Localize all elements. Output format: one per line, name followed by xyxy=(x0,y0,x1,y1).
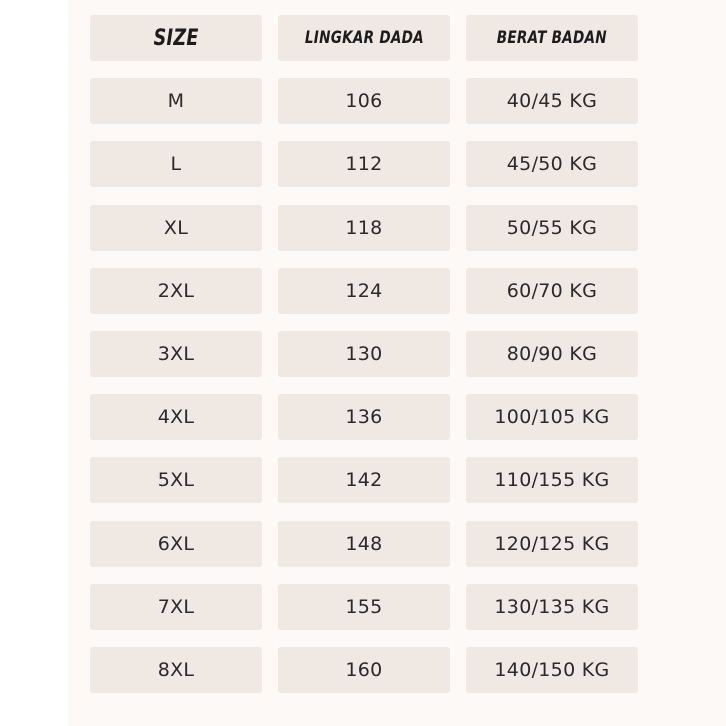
header-berat-badan: BERAT BADAN xyxy=(466,15,638,61)
cell-berat-badan: 120/125 KG xyxy=(466,521,638,567)
cell-size: 4XL xyxy=(90,394,262,440)
cell-lingkar-dada: 160 xyxy=(278,647,450,693)
cell-size: 8XL xyxy=(90,647,262,693)
cell-size: 2XL xyxy=(90,268,262,314)
cell-lingkar-dada: 124 xyxy=(278,268,450,314)
cell-lingkar-dada: 136 xyxy=(278,394,450,440)
cell-size: 3XL xyxy=(90,331,262,377)
cell-lingkar-dada: 106 xyxy=(278,78,450,124)
cell-size: 5XL xyxy=(90,457,262,503)
cell-berat-badan: 50/55 KG xyxy=(466,205,638,251)
cell-berat-badan: 100/105 KG xyxy=(466,394,638,440)
cell-berat-badan: 60/70 KG xyxy=(466,268,638,314)
cell-size: L xyxy=(90,141,262,187)
cell-size: 6XL xyxy=(90,521,262,567)
cell-berat-badan: 140/150 KG xyxy=(466,647,638,693)
cell-lingkar-dada: 148 xyxy=(278,521,450,567)
cell-berat-badan: 110/155 KG xyxy=(466,457,638,503)
size-chart-table xyxy=(90,15,638,693)
cell-size: M xyxy=(90,78,262,124)
cell-berat-badan: 40/45 KG xyxy=(466,78,638,124)
cell-lingkar-dada: 130 xyxy=(278,331,450,377)
cell-lingkar-dada: 118 xyxy=(278,205,450,251)
header-lingkar-dada: LINGKAR DADA xyxy=(278,15,450,61)
cell-lingkar-dada: 112 xyxy=(278,141,450,187)
cell-berat-badan: 130/135 KG xyxy=(466,584,638,630)
cell-lingkar-dada: 142 xyxy=(278,457,450,503)
cell-size: XL xyxy=(90,205,262,251)
cell-berat-badan: 80/90 KG xyxy=(466,331,638,377)
cell-size: 7XL xyxy=(90,584,262,630)
cell-berat-badan: 45/50 KG xyxy=(466,141,638,187)
header-size: SIZE xyxy=(90,15,262,61)
cell-lingkar-dada: 155 xyxy=(278,584,450,630)
